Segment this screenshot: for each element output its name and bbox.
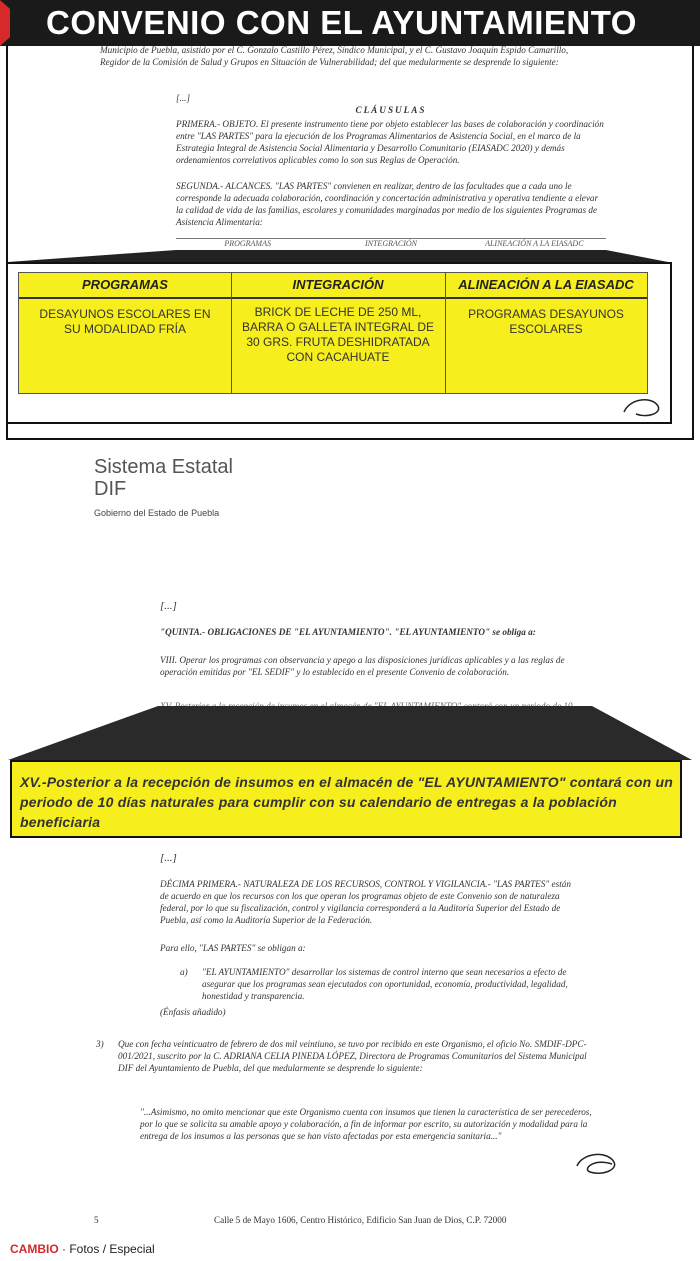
faded-header-integracion: INTEGRACIÓN (364, 239, 417, 248)
signature-icon (620, 392, 664, 422)
letterhead-title (94, 456, 233, 500)
table-header-programas: PROGRAMAS (19, 273, 231, 299)
zoom-shadow-right (606, 250, 668, 262)
inciso-a: "EL AYUNTAMIENTO" desarrollar los sistemas de control interno que sean necesarios a efecto de asegurar que los programas sean ejecutados con oportunidad, economía, productividad, legalidad, honestidad y transparencia. (202, 967, 568, 1001)
page-number: 5 (94, 1215, 99, 1225)
quote: "...Asimismo, no omito mencionar que este Organismo cuenta con insumos que tienen la característica de ser perecederos, por lo que se solicita su amable apoyo y colaboración, a fin de informar por escrito, su autorización y modalidad para la entrega de los insumos a las personas que se han visto afectadas por esta emergencia sanitaria..." (140, 1107, 592, 1141)
para-ello: Para ello, "LAS PARTES" se obligan a: (160, 943, 306, 953)
letterhead-line1: Sistema Estatal (94, 456, 233, 478)
table-header-alineacion: ALINEACIÓN A LA EIASADC (445, 273, 647, 299)
faded-header-alineacion: ALINEACIÓN A LA EIASADC (485, 239, 584, 248)
ellipsis: [...] (160, 852, 177, 864)
item-xv-faded: XV. Posterior a la recepción de insumos en el almacén de "EL AYUNTAMIENTO" contará con un periodo de 10 días naturales para cumplir con su calendario de entregas a la población beneficiaria. (160, 701, 573, 723)
table-header-integracion: INTEGRACIÓN (231, 273, 445, 299)
item-viii: VIII. Operar los programas con observancia y apego a las disposiciones jurídicas aplicables y a las reglas de operación emitidas por "EL SEDIF" y lo establecido en el presente Convenio de colaboración. (160, 655, 565, 677)
doc-intro: Municipio de Puebla, asistido por el C. Gonzalo Castillo Pérez, Síndico Municipal, y el C. Gustavo Joaquín Espido Camarillo, Regidor de la Comisión de Salud y Grupos en Situación de Vulnerabilidad; del que medularmente se desprende lo siguiente: (100, 45, 569, 67)
highlighted-paragraph: XV.-Posterior a la recepción de insumos en el almacén de "EL AYUNTAMIENTO" contará con un periodo de 10 días naturales para cumplir con su calendario de entregas a la población beneficiaria (20, 774, 673, 830)
clausula-primera: PRIMERA.- OBJETO. El presente instrumento tiene por objeto establecer las bases de colaboración y coordinación entre "LAS PARTES" para la ejecución de los Programas Alimentarios de Asistencia Social, en el marco de la Estrategia Integral de Asistencia Social Alimentaria y Desarrollo Comunitario (EIASADC 2020) y demás ordenamientos correlativos aplicables como lo son sus Reglas de Operación. (176, 119, 604, 165)
clausula-quinta: "QUINTA.- OBLIGACIONES DE "EL AYUNTAMIENTO". "EL AYUNTAMIENTO" se obliga a: (160, 627, 536, 637)
table-cell: DESAYUNOS ESCOLARES EN SU MODALIDAD FRÍA (39, 307, 211, 336)
table-divider (445, 273, 446, 393)
letterhead-subtitle: Gobierno del Estado de Puebla (94, 508, 220, 518)
clausulas-title: CLÁUSULAS (355, 105, 427, 115)
highlighted-table (6, 262, 672, 424)
ellipsis: [...] (160, 600, 177, 612)
yellow-table-body (18, 272, 648, 394)
chevron-cut (10, 0, 36, 46)
credit-brand: CAMBIO (10, 1242, 59, 1256)
item-3: Que con fecha veinticuatro de febrero de dos mil veintiuno, se tuvo por recibido en este Organismo, el oficio No. SMDIF-DPC-001/2021, suscrito por la C. ADRIANA CELIA PINEDA LÓPEZ, Directora de Programas Comunitarios del Sistema Municipal DIF del Ayuntamiento de Puebla, del que medularmente se desprende lo siguiente: (118, 1039, 587, 1073)
faded-header-programas: PROGRAMAS (224, 239, 271, 248)
table-divider (231, 273, 232, 393)
zoom-band (8, 706, 692, 760)
table-cell: PROGRAMAS DESAYUNOS ESCOLARES (468, 307, 624, 336)
address-footer: Calle 5 de Mayo 1606, Centro Histórico, Edificio San Juan de Dios, C.P. 72000 (214, 1215, 507, 1225)
table-cell: BRICK DE LECHE DE 250 ML, BARRA O GALLETA INTEGRAL DE 30 GRS. FRUTA DESHIDRATADA CON CACAHUATE (241, 305, 435, 364)
zoom-bar (176, 250, 606, 262)
clausula-decima-primera: DÉCIMA PRIMERA.- NATURALEZA DE LOS RECURSOS, CONTROL Y VIGILANCIA.- "LAS PARTES" están de acuerdo en que los recursos con los que operan los programas objeto de este Convenio son de naturaleza federal, por lo que su fiscalización, control y vigilancia corresponderá a la Auditoría Superior del Estado de Puebla, así como la Auditoría Superior de la Federación. (160, 879, 571, 925)
inciso-a-label: a) (180, 967, 188, 977)
letterhead-line2: DIF (94, 478, 127, 500)
signature-icon (572, 1148, 622, 1180)
credit-rest: · Fotos / Especial (62, 1242, 155, 1256)
enfasis-note: (Énfasis añadido) (160, 1007, 226, 1017)
item-3-label: 3) (96, 1039, 104, 1049)
photo-credit (10, 1242, 155, 1256)
ellipsis: [...] (176, 93, 191, 103)
clausula-segunda: SEGUNDA.- ALCANCES. "LAS PARTES" convienen en realizar, dentro de las facultades que a cada uno le corresponde la adecuada colaboración, coordinación y concertación administrativa y operativa tendiente a elevar la calidad de vida de las familias, escolares y comunidades marginadas por medio de los siguientes Programas de Asistencia Alimentaria: (176, 181, 599, 227)
zoom-shadow-left (8, 250, 176, 262)
banner-title: CONVENIO CON EL AYUNTAMIENTO (46, 4, 637, 41)
